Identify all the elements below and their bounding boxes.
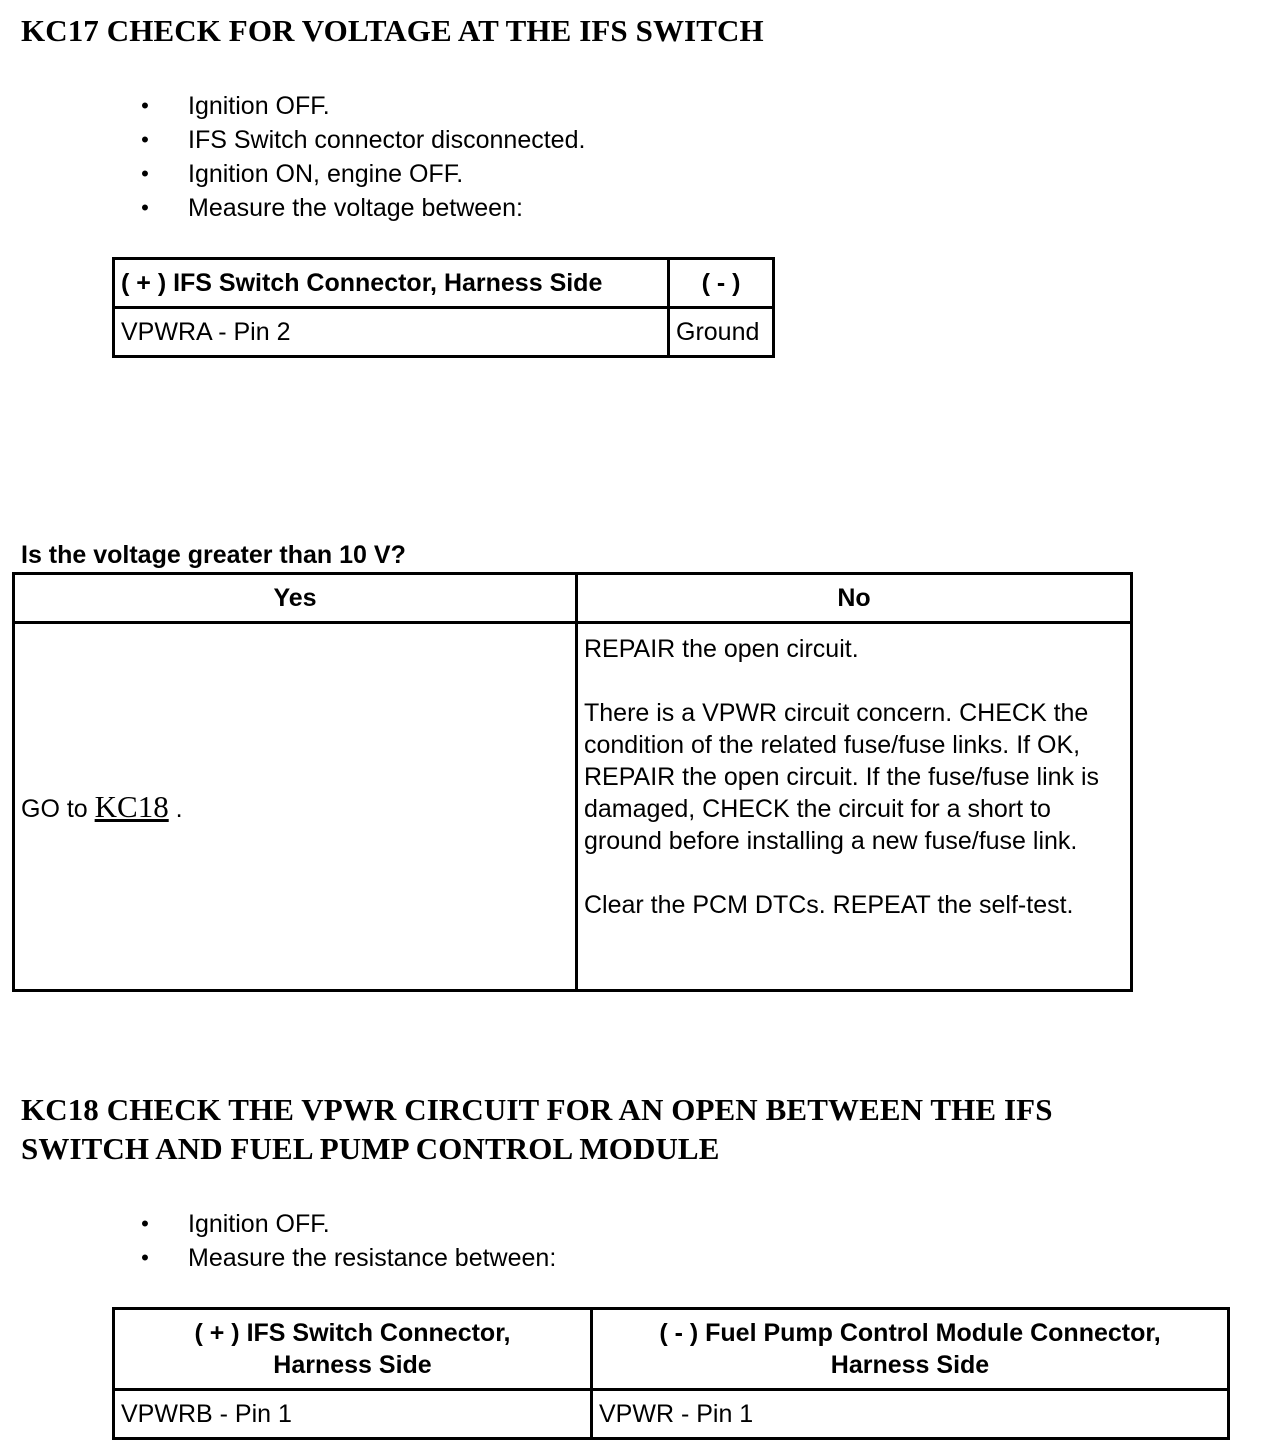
list-item [0,89,585,123]
table-row [114,308,774,357]
kc17-heading: KC17 CHECK FOR VOLTAGE AT THE IFS SWITCH [21,13,764,48]
header-negative-line1: ( - ) Fuel Pump Control Module Connector, [659,1319,1161,1347]
bullet-icon: • [141,127,149,152]
bullet-icon: • [141,1211,149,1236]
list-item [0,157,585,191]
bullet-icon: • [141,161,149,186]
yes-header: Yes [14,574,577,623]
list-item [0,1241,556,1275]
column-header-positive: ( + ) IFS Switch Connector, Harness Side [114,259,669,308]
bullet-icon: • [141,1245,149,1270]
list-item [0,191,585,225]
cell-positive-pin: VPWRB - Pin 1 [114,1390,592,1439]
header-negative-line2: Harness Side [830,1351,990,1379]
list-item [0,1207,556,1241]
step-text: Measure the voltage between: [188,194,523,222]
no-paragraph: Clear the PCM DTCs. REPEAT the self-test. [584,891,1074,919]
no-header: No [577,574,1132,623]
step-text: Ignition OFF. [188,92,330,120]
table-row [14,623,1132,991]
cell-negative-pin: VPWR - Pin 1 [592,1390,1229,1439]
kc17-voltage-table [112,257,775,358]
no-paragraph: There is a VPWR circuit concern. CHECK the condition of the related fuse/fuse links. If OK, REPAIR the open circuit. If the fuse/fuse link is damaged, CHECK the circuit for a short to ground before installing a new fuse/fuse link. [584,699,1100,855]
kc17-steps-list [0,89,585,225]
step-text: Ignition ON, engine OFF. [188,160,464,188]
kc18-link[interactable]: KC18 [94,788,169,824]
step-text: IFS Switch connector disconnected. [188,126,586,154]
table-header-row [114,259,774,308]
column-header-positive [114,1309,592,1390]
yes-prefix: GO to [21,794,95,823]
kc18-resistance-table [112,1307,1230,1440]
cell-positive-pin: VPWRA - Pin 2 [114,308,669,357]
step-text: Ignition OFF. [188,1210,330,1238]
table-row [114,1390,1229,1439]
column-header-negative [592,1309,1229,1390]
kc18-heading-line1: KC18 CHECK THE VPWR CIRCUIT FOR AN OPEN BETWEEN THE IFS [21,1092,1053,1127]
voltage-question: Is the voltage greater than 10 V? [21,541,406,569]
bullet-icon: • [141,195,149,220]
step-text: Measure the resistance between: [188,1244,557,1272]
table-header-row [14,574,1132,623]
bullet-icon: • [141,93,149,118]
no-cell [577,623,1132,991]
no-paragraph: REPAIR the open circuit. [584,635,859,663]
kc18-heading [21,1090,1053,1168]
kc18-steps-list [0,1207,556,1275]
decision-table [12,572,1133,992]
yes-suffix: . [168,794,183,823]
column-header-negative: ( - ) [669,259,774,308]
yes-cell [14,623,577,991]
header-positive-line1: ( + ) IFS Switch Connector, [194,1319,511,1347]
kc18-heading-line2: SWITCH AND FUEL PUMP CONTROL MODULE [21,1131,720,1166]
cell-negative-pin: Ground [669,308,774,357]
header-positive-line2: Harness Side [273,1351,432,1379]
list-item [0,123,585,157]
table-header-row [114,1309,1229,1390]
